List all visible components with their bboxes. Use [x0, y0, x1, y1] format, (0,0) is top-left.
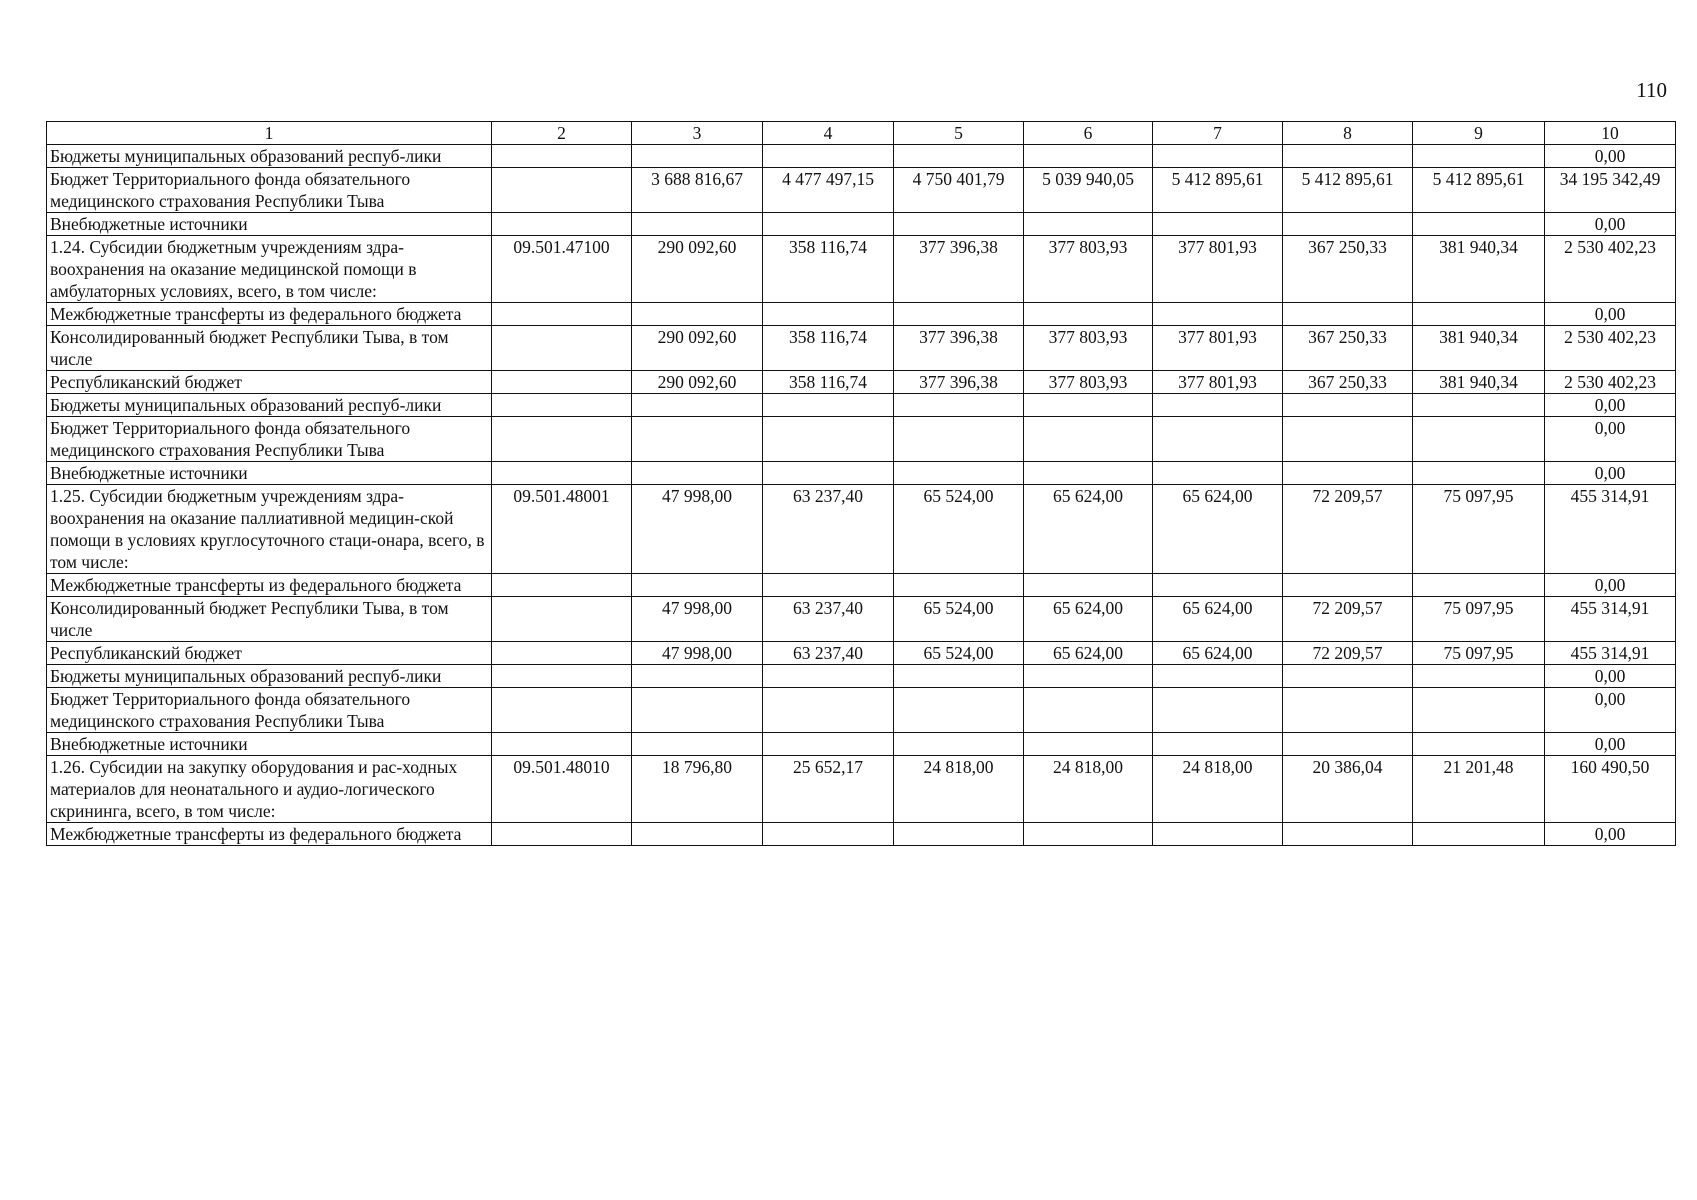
value-cell: 20 386,04 [1283, 756, 1413, 823]
value-cell: 65 624,00 [1024, 642, 1153, 665]
budget-code-cell [492, 462, 632, 485]
total-cell: 0,00 [1545, 688, 1676, 733]
budget-code-cell [492, 574, 632, 597]
value-cell [632, 574, 763, 597]
value-cell [894, 145, 1024, 168]
row-label: 1.25. Субсидии бюджетным учреждениям здра-воохранения на оказание паллиативной медицин-ской помощи в условиях круглосуточного стаци-онара, всего, в том числе: [47, 485, 492, 574]
column-header: 6 [1024, 122, 1153, 145]
total-cell: 2 530 402,23 [1545, 236, 1676, 303]
value-cell [1024, 823, 1153, 846]
column-header: 5 [894, 122, 1024, 145]
table-row [47, 733, 1676, 756]
value-cell: 377 396,38 [894, 236, 1024, 303]
budget-code-cell [492, 145, 632, 168]
value-cell [1413, 417, 1545, 462]
value-cell: 72 209,57 [1283, 597, 1413, 642]
budget-code-cell [492, 168, 632, 213]
value-cell: 18 796,80 [632, 756, 763, 823]
column-header: 10 [1545, 122, 1676, 145]
value-cell: 65 624,00 [1153, 485, 1283, 574]
value-cell [632, 462, 763, 485]
column-number-row [47, 122, 1676, 145]
value-cell [894, 417, 1024, 462]
value-cell [1024, 394, 1153, 417]
value-cell: 377 803,93 [1024, 236, 1153, 303]
value-cell [763, 394, 894, 417]
value-cell [1024, 417, 1153, 462]
value-cell: 377 801,93 [1153, 236, 1283, 303]
value-cell: 5 039 940,05 [1024, 168, 1153, 213]
value-cell: 75 097,95 [1413, 485, 1545, 574]
total-cell: 0,00 [1545, 303, 1676, 326]
value-cell [763, 665, 894, 688]
budget-code-cell [492, 823, 632, 846]
table-body [47, 145, 1676, 846]
table-row [47, 485, 1676, 574]
budget-code-cell: 09.501.47100 [492, 236, 632, 303]
total-cell: 0,00 [1545, 733, 1676, 756]
value-cell: 358 116,74 [763, 326, 894, 371]
page-number: 110 [1636, 78, 1667, 102]
value-cell [763, 303, 894, 326]
value-cell [1024, 688, 1153, 733]
value-cell: 377 396,38 [894, 371, 1024, 394]
row-label: Внебюджетные источники [47, 462, 492, 485]
table-row [47, 168, 1676, 213]
value-cell [1024, 213, 1153, 236]
value-cell [894, 394, 1024, 417]
value-cell: 367 250,33 [1283, 326, 1413, 371]
table-row [47, 462, 1676, 485]
column-header: 3 [632, 122, 763, 145]
table-row [47, 371, 1676, 394]
budget-code-cell [492, 326, 632, 371]
budget-code-cell [492, 371, 632, 394]
column-header: 7 [1153, 122, 1283, 145]
value-cell [1283, 688, 1413, 733]
value-cell [632, 303, 763, 326]
value-cell [1153, 303, 1283, 326]
value-cell [894, 688, 1024, 733]
value-cell: 5 412 895,61 [1153, 168, 1283, 213]
value-cell [763, 213, 894, 236]
value-cell [894, 665, 1024, 688]
total-cell: 0,00 [1545, 574, 1676, 597]
value-cell: 75 097,95 [1413, 642, 1545, 665]
value-cell [763, 145, 894, 168]
value-cell [1153, 688, 1283, 733]
value-cell [1153, 733, 1283, 756]
budget-code-cell [492, 642, 632, 665]
value-cell [1413, 462, 1545, 485]
total-cell: 2 530 402,23 [1545, 371, 1676, 394]
value-cell: 377 803,93 [1024, 326, 1153, 371]
value-cell [1153, 213, 1283, 236]
table-row [47, 574, 1676, 597]
budget-code-cell [492, 733, 632, 756]
value-cell [763, 688, 894, 733]
value-cell: 290 092,60 [632, 371, 763, 394]
value-cell: 4 750 401,79 [894, 168, 1024, 213]
value-cell [1153, 665, 1283, 688]
value-cell [894, 462, 1024, 485]
total-cell: 455 314,91 [1545, 485, 1676, 574]
value-cell: 24 818,00 [894, 756, 1024, 823]
value-cell [1413, 733, 1545, 756]
value-cell: 4 477 497,15 [763, 168, 894, 213]
value-cell: 381 940,34 [1413, 326, 1545, 371]
value-cell [632, 665, 763, 688]
total-cell: 0,00 [1545, 823, 1676, 846]
table-row [47, 756, 1676, 823]
column-header: 2 [492, 122, 632, 145]
value-cell: 358 116,74 [763, 236, 894, 303]
row-label: 1.26. Субсидии на закупку оборудования и рас-ходных материалов для неонатального и аудио-логического скрининга, всего, в том числе: [47, 756, 492, 823]
value-cell [1024, 145, 1153, 168]
value-cell [1413, 145, 1545, 168]
budget-code-cell [492, 597, 632, 642]
table-row [47, 236, 1676, 303]
total-cell: 2 530 402,23 [1545, 326, 1676, 371]
value-cell: 377 803,93 [1024, 371, 1153, 394]
value-cell [632, 823, 763, 846]
total-cell: 455 314,91 [1545, 642, 1676, 665]
value-cell [632, 733, 763, 756]
value-cell: 65 524,00 [894, 642, 1024, 665]
value-cell [1413, 574, 1545, 597]
value-cell [1283, 213, 1413, 236]
value-cell [1413, 688, 1545, 733]
value-cell [1283, 394, 1413, 417]
row-label: Бюджет Территориального фонда обязательного медицинского страхования Республики Тыва [47, 688, 492, 733]
value-cell [763, 417, 894, 462]
value-cell [894, 213, 1024, 236]
value-cell [1413, 394, 1545, 417]
total-cell: 0,00 [1545, 394, 1676, 417]
value-cell [632, 394, 763, 417]
row-label: Республиканский бюджет [47, 371, 492, 394]
value-cell [1283, 823, 1413, 846]
value-cell [1283, 574, 1413, 597]
total-cell: 34 195 342,49 [1545, 168, 1676, 213]
value-cell [1024, 303, 1153, 326]
value-cell: 367 250,33 [1283, 371, 1413, 394]
row-label: Республиканский бюджет [47, 642, 492, 665]
value-cell [1153, 145, 1283, 168]
budget-code-cell [492, 417, 632, 462]
value-cell [1283, 303, 1413, 326]
value-cell [632, 213, 763, 236]
value-cell: 3 688 816,67 [632, 168, 763, 213]
row-label: Бюджет Территориального фонда обязательного медицинского страхования Республики Тыва [47, 417, 492, 462]
value-cell: 47 998,00 [632, 485, 763, 574]
value-cell [1283, 665, 1413, 688]
value-cell: 47 998,00 [632, 597, 763, 642]
value-cell [1283, 145, 1413, 168]
value-cell [894, 303, 1024, 326]
value-cell [763, 462, 894, 485]
budget-code-cell [492, 213, 632, 236]
value-cell [1153, 417, 1283, 462]
value-cell [894, 823, 1024, 846]
table-row [47, 823, 1676, 846]
row-label: Консолидированный бюджет Республики Тыва, в том числе [47, 597, 492, 642]
budget-code-cell: 09.501.48010 [492, 756, 632, 823]
table-row [47, 597, 1676, 642]
value-cell [763, 733, 894, 756]
value-cell [763, 574, 894, 597]
table-row [47, 665, 1676, 688]
budget-table [46, 121, 1676, 846]
value-cell: 63 237,40 [763, 597, 894, 642]
value-cell: 5 412 895,61 [1413, 168, 1545, 213]
value-cell [1024, 665, 1153, 688]
total-cell: 160 490,50 [1545, 756, 1676, 823]
value-cell: 47 998,00 [632, 642, 763, 665]
table-row [47, 213, 1676, 236]
value-cell: 63 237,40 [763, 485, 894, 574]
value-cell: 21 201,48 [1413, 756, 1545, 823]
column-header: 8 [1283, 122, 1413, 145]
value-cell [763, 823, 894, 846]
value-cell [1024, 733, 1153, 756]
column-header: 9 [1413, 122, 1545, 145]
value-cell: 65 624,00 [1153, 597, 1283, 642]
table-row [47, 688, 1676, 733]
row-label: Межбюджетные трансферты из федерального бюджета [47, 574, 492, 597]
total-cell: 455 314,91 [1545, 597, 1676, 642]
value-cell: 25 652,17 [763, 756, 894, 823]
value-cell: 63 237,40 [763, 642, 894, 665]
value-cell [1283, 462, 1413, 485]
value-cell: 377 801,93 [1153, 371, 1283, 394]
value-cell [632, 417, 763, 462]
value-cell [1024, 462, 1153, 485]
value-cell [894, 733, 1024, 756]
value-cell [1413, 665, 1545, 688]
budget-code-cell [492, 688, 632, 733]
row-label: Внебюджетные источники [47, 733, 492, 756]
budget-code-cell: 09.501.48001 [492, 485, 632, 574]
value-cell: 75 097,95 [1413, 597, 1545, 642]
value-cell: 290 092,60 [632, 236, 763, 303]
value-cell: 72 209,57 [1283, 642, 1413, 665]
value-cell [1153, 462, 1283, 485]
column-header: 1 [47, 122, 492, 145]
value-cell [894, 574, 1024, 597]
table-row [47, 417, 1676, 462]
table-row [47, 394, 1676, 417]
table-row [47, 303, 1676, 326]
value-cell: 290 092,60 [632, 326, 763, 371]
value-cell: 377 396,38 [894, 326, 1024, 371]
column-header: 4 [763, 122, 894, 145]
row-label: Бюджеты муниципальных образований респуб-лики [47, 145, 492, 168]
value-cell [1283, 733, 1413, 756]
value-cell [1153, 394, 1283, 417]
budget-code-cell [492, 394, 632, 417]
value-cell [1153, 574, 1283, 597]
table-row [47, 642, 1676, 665]
value-cell: 72 209,57 [1283, 485, 1413, 574]
budget-code-cell [492, 665, 632, 688]
total-cell: 0,00 [1545, 145, 1676, 168]
row-label: Внебюджетные источники [47, 213, 492, 236]
value-cell [1413, 823, 1545, 846]
row-label: Бюджеты муниципальных образований респуб-лики [47, 665, 492, 688]
total-cell: 0,00 [1545, 213, 1676, 236]
value-cell [632, 688, 763, 733]
value-cell: 5 412 895,61 [1283, 168, 1413, 213]
value-cell: 24 818,00 [1153, 756, 1283, 823]
row-label: Бюджет Территориального фонда обязательного медицинского страхования Республики Тыва [47, 168, 492, 213]
total-cell: 0,00 [1545, 665, 1676, 688]
value-cell: 24 818,00 [1024, 756, 1153, 823]
value-cell [632, 145, 763, 168]
value-cell: 381 940,34 [1413, 371, 1545, 394]
total-cell: 0,00 [1545, 462, 1676, 485]
value-cell: 367 250,33 [1283, 236, 1413, 303]
budget-code-cell [492, 303, 632, 326]
total-cell: 0,00 [1545, 417, 1676, 462]
value-cell [1024, 574, 1153, 597]
value-cell: 358 116,74 [763, 371, 894, 394]
value-cell: 381 940,34 [1413, 236, 1545, 303]
value-cell [1413, 303, 1545, 326]
value-cell [1413, 213, 1545, 236]
value-cell: 65 524,00 [894, 485, 1024, 574]
row-label: Консолидированный бюджет Республики Тыва, в том числе [47, 326, 492, 371]
value-cell: 65 624,00 [1024, 597, 1153, 642]
value-cell [1283, 417, 1413, 462]
value-cell: 65 524,00 [894, 597, 1024, 642]
value-cell [1153, 823, 1283, 846]
table-row [47, 145, 1676, 168]
table-row [47, 326, 1676, 371]
value-cell: 377 801,93 [1153, 326, 1283, 371]
row-label: Межбюджетные трансферты из федерального бюджета [47, 303, 492, 326]
row-label: 1.24. Субсидии бюджетным учреждениям здра-воохранения на оказание медицинской помощи в амбулаторных условиях, всего, в том числе: [47, 236, 492, 303]
value-cell: 65 624,00 [1024, 485, 1153, 574]
row-label: Межбюджетные трансферты из федерального бюджета [47, 823, 492, 846]
value-cell: 65 624,00 [1153, 642, 1283, 665]
row-label: Бюджеты муниципальных образований респуб-лики [47, 394, 492, 417]
